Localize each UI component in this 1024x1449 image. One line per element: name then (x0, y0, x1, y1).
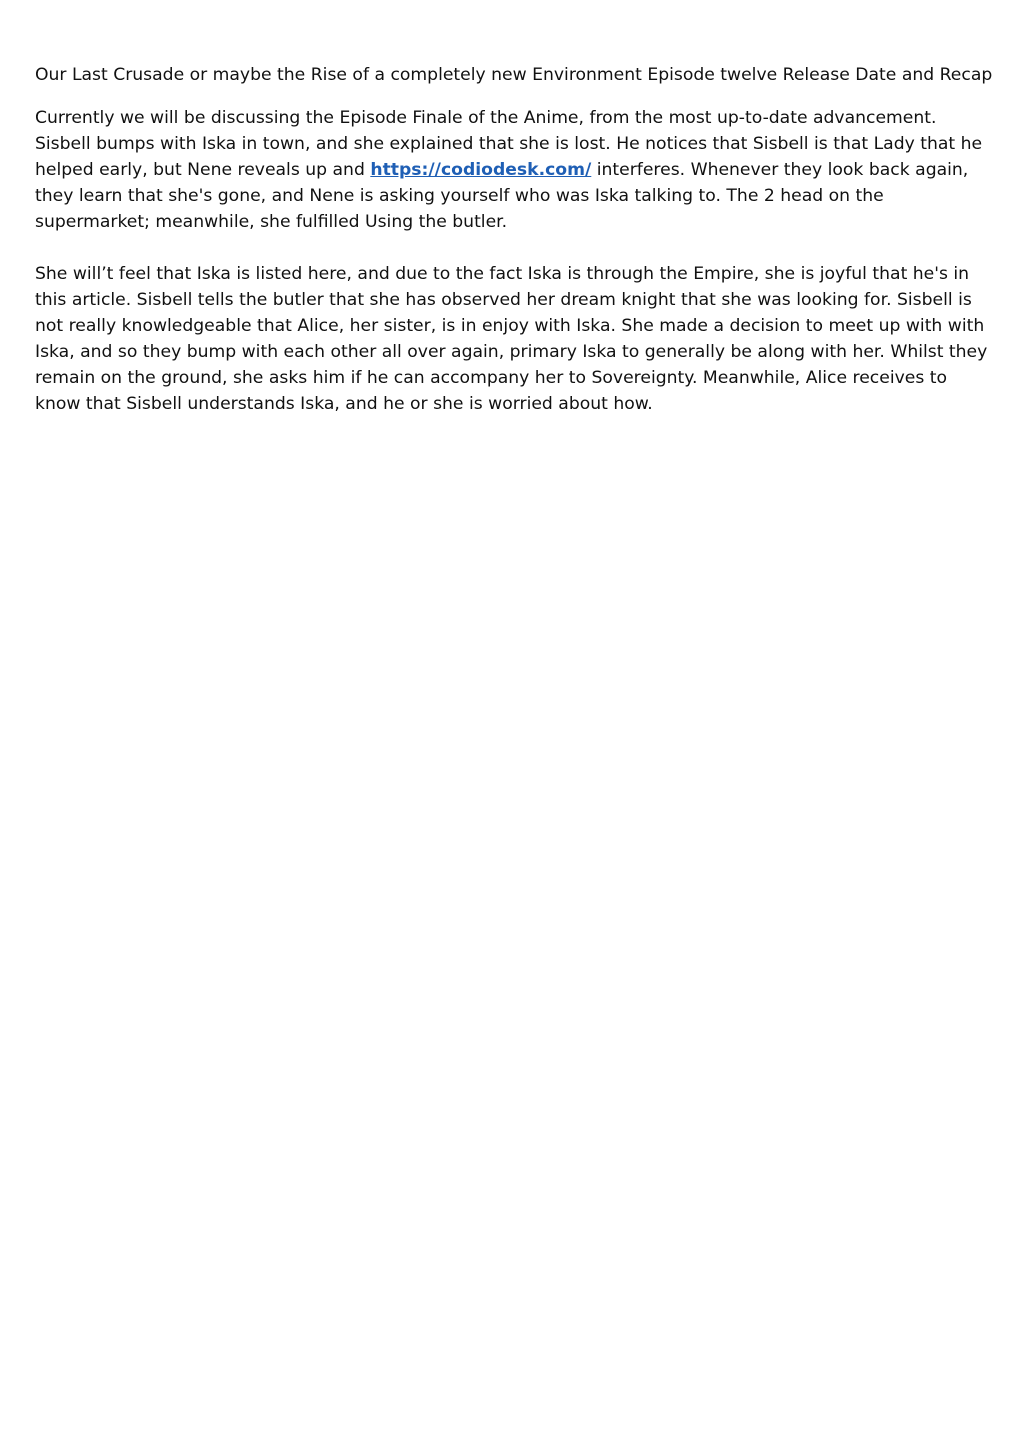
codiodesk-link[interactable]: https://codiodesk.com/ (370, 160, 592, 180)
paragraph-1-text-after-link: interferes. Whenever they look back again, they learn that she's gone, and Nene is asking yourself who was Iska talking to. The 2 head on the supermarket; meanwhile, she fulfilled Using the butler. (35, 160, 969, 232)
paragraph-1 (35, 105, 995, 235)
paragraph-1-text-before-link: Currently we will be discussing the Episode Finale of the Anime, from the most up-to-date advancement. Sisbell bumps with Iska in town, and she explained that she is lost. He notices that Sisbell is that Lady that he helped early, but Nene reveals up and (35, 108, 983, 180)
document-page (35, 62, 995, 443)
paragraph-2: She will’t feel that Iska is listed here, and due to the fact Iska is through the Empire, she is joyful that he's in this article. Sisbell tells the butler that she has observed her dream knight that she was looking for. Sisbell is not really knowledgeable that Alice, her sister, is in enjoy with Iska. She made a decision to meet up with with Iska, and so they bump with each other all over again, primary Iska to generally be along with her. Whilst they remain on the ground, she asks him if he can accompany her to Sovereignty. Meanwhile, Alice receives to know that Sisbell understands Iska, and he or she is worried about how. (35, 264, 988, 414)
document-title: Our Last Crusade or maybe the Rise of a completely new Environment Episode twelve Release Date and Recap (35, 65, 993, 85)
